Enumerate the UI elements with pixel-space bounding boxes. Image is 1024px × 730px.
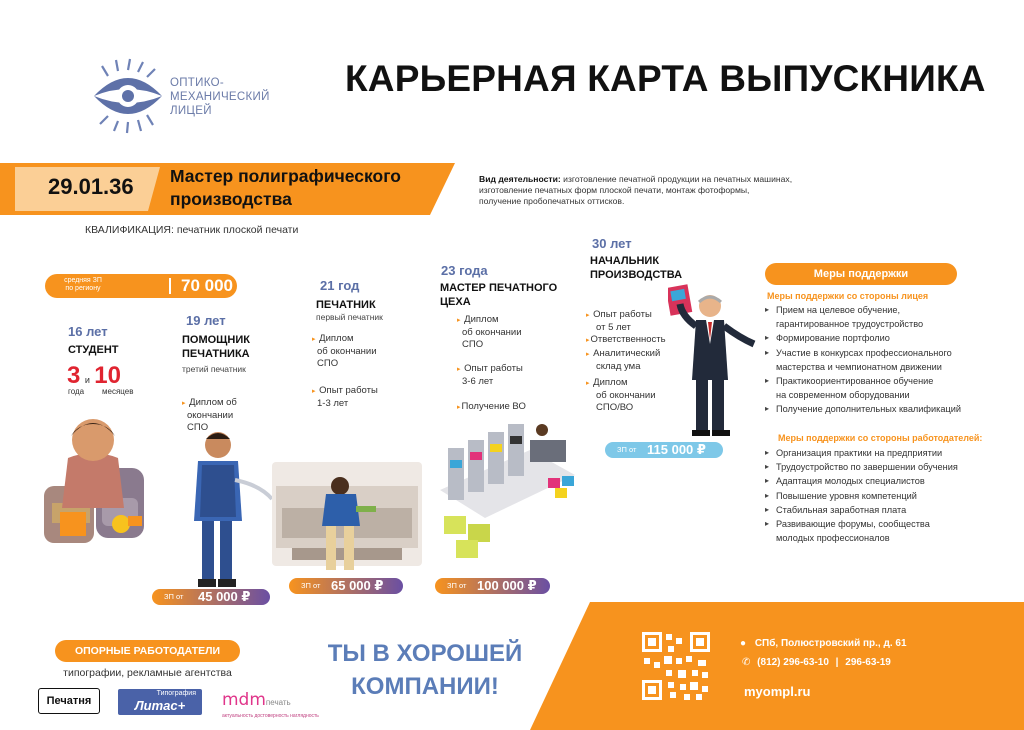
support-title: Меры поддержки: [765, 263, 957, 285]
assistant-salary-value: 45 000 ₽: [198, 589, 251, 604]
assistant-req-1-l1: Диплом об: [189, 397, 237, 408]
qr-code-icon[interactable]: [640, 630, 712, 702]
employer-support-list: [765, 446, 995, 545]
master-salary-label: ЗП от: [447, 581, 467, 590]
activity-description: [479, 174, 829, 207]
mdm-logo-main: mdm: [222, 690, 266, 710]
head-req-4-l2: об окончании: [596, 390, 656, 401]
phone-2[interactable]: 296-63-19: [845, 657, 891, 668]
printer-sub: первый печатник: [316, 312, 383, 322]
lyceum-support-list: [765, 303, 995, 417]
logo-line-2: МЕХАНИЧЕСКИЙ: [170, 91, 270, 103]
student-role: СТУДЕНТ: [68, 344, 119, 356]
pechatnya-logo-text: Печатня: [46, 695, 92, 707]
phone-1[interactable]: (812) 296-63-10: [757, 657, 829, 668]
master-role-line-1: МАСТЕР ПЕЧАТНОГО: [440, 282, 558, 294]
assistant-role-line-2: ПЕЧАТНИКА: [182, 348, 250, 360]
logo-line-1: ОПТИКО-: [170, 77, 224, 89]
mdm-logo: [222, 690, 319, 719]
master-req-1-l1: Диплом: [464, 314, 499, 325]
master-role: [440, 281, 557, 309]
assistant-salary: [152, 589, 270, 605]
printer-req-2-l1: Опыт работы: [319, 385, 378, 396]
list-item: ▸ Прием на целевое обучение, гарантированное трудоустройство: [765, 303, 995, 331]
head-salary-value: 115 000 ₽: [647, 442, 706, 457]
assistant-role: [182, 333, 250, 361]
head-role-line-1: НАЧАЛЬНИК: [590, 255, 660, 267]
website-link[interactable]: myompl.ru: [744, 684, 811, 699]
head-role-line-2: ПРОИЗВОДСТВА: [590, 269, 683, 281]
study-months: 10: [94, 362, 121, 389]
logo-wordmark: [170, 76, 270, 118]
list-item: ▸ Трудоустройство по завершении обучения: [765, 460, 995, 474]
address-row: [740, 638, 907, 649]
list-item: ▸ Организация практики на предприятии: [765, 446, 995, 460]
list-item: ▸ Участие в конкурсах профессионального мастерства и чемпионатном движении: [765, 346, 995, 374]
master-req-3: ▸ Получение ВО: [457, 401, 526, 414]
months-label: месяцев: [102, 387, 134, 396]
employers-title: ОПОРНЫЕ РАБОТОДАТЕЛИ: [55, 640, 240, 662]
litas-logo-main: Литас+: [134, 698, 186, 713]
activity-line-1: изготовление печатной продукции на печатных машинах,: [563, 174, 793, 184]
assistant-role-line-1: ПОМОЩНИК: [182, 334, 250, 346]
years-label: года: [68, 387, 85, 396]
region-salary-label-2: по региону: [65, 285, 101, 292]
employer-support-heading: Меры поддержки со стороны работодателей:: [778, 433, 983, 443]
list-item: ▸ Практикоориентированное обучение на современном оборудовании: [765, 374, 995, 402]
assistant-age: 19 лет: [186, 313, 226, 328]
master-req-1: [457, 314, 522, 351]
phone-icon: ✆: [742, 657, 751, 668]
head-req-3-l1: Аналитический: [593, 348, 661, 359]
printer-salary-label: ЗП от: [301, 581, 321, 590]
specialty-name-line-2: производства: [170, 189, 292, 209]
slogan-line-1: ТЫ В ХОРОШЕЙ: [327, 640, 523, 667]
master-req-2-l2: 3-6 лет: [462, 376, 494, 387]
assistant-req-1-l3: СПО: [187, 422, 209, 433]
study-duration: [67, 362, 121, 390]
region-salary-label-1: средняя ЗП: [64, 277, 102, 284]
master-req-2-l1: Опыт работы: [464, 363, 523, 374]
master-req-1-l2: об окончании: [462, 327, 522, 338]
head-role: [590, 254, 682, 282]
activity-line-3: получение пробопечатных оттисков.: [479, 196, 625, 206]
phone-separator: |: [835, 657, 839, 668]
list-item: ▸ Стабильная заработная плата: [765, 503, 995, 517]
pechatnya-logo: [38, 688, 100, 714]
print-shop-illustration-icon: [430, 420, 580, 570]
manager-illustration-icon: [668, 282, 758, 440]
and-word: и: [84, 375, 90, 385]
assistant-req-1-l2: окончании: [187, 410, 234, 421]
specialty-name-line-1: Мастер полиграфического: [170, 166, 401, 186]
master-age: 23 года: [441, 263, 488, 278]
master-req-2: [457, 363, 523, 388]
litas-logo: [118, 689, 202, 715]
head-req-4-l3: СПО/ВО: [596, 402, 634, 413]
head-salary-label: ЗП от: [617, 445, 637, 454]
head-req-2: ▸ Ответственность: [586, 334, 666, 347]
head-req-4: [586, 377, 656, 414]
list-item: ▸ Адаптация молодых специалистов: [765, 474, 995, 488]
printer-salary-value: 65 000 ₽: [331, 578, 384, 593]
head-req-1-l2: от 5 лет: [596, 322, 631, 333]
litas-logo-top: Типография: [156, 690, 196, 697]
slogan-line-2: КОМПАНИИ!: [351, 673, 499, 700]
head-salary: [605, 442, 723, 458]
assistant-sub: третий печатник: [182, 364, 246, 374]
head-req-3-l2: склад ума: [596, 361, 641, 372]
printer-req-1: [312, 333, 377, 370]
master-salary-value: 100 000 ₽: [477, 578, 537, 593]
student-illustration-icon: [38, 408, 153, 543]
phone-row[interactable]: [742, 657, 891, 668]
list-item: ▸ Формирование портфолио: [765, 331, 995, 345]
page-title: КАРЬЕРНАЯ КАРТА ВЫПУСКНИКА: [345, 58, 986, 99]
printer-req-1-l2: об окончании: [317, 346, 377, 357]
head-req-4-l1: Диплом: [593, 377, 628, 388]
assistant-salary-label: ЗП от: [164, 592, 184, 601]
list-item: ▸ Повышение уровня компетенций: [765, 489, 995, 503]
master-req-1-l3: СПО: [462, 339, 484, 350]
logo-line-3: ЛИЦЕЙ: [170, 105, 212, 117]
region-salary-label: [59, 277, 107, 293]
activity-line-2: изготовление печатных форм плоской печати, монтаж фотоформы,: [479, 185, 750, 195]
specialty-code: 29.01.36: [48, 174, 134, 199]
divider: [169, 278, 171, 294]
head-req-1: [586, 309, 652, 334]
region-salary-value: 70 000 ₽: [181, 276, 250, 295]
lyceum-support-heading: Меры поддержки со стороны лицея: [767, 291, 929, 301]
printer-salary: [289, 578, 403, 594]
mdm-logo-tag: актуальность достоверность наглядность: [222, 713, 319, 719]
head-age: 30 лет: [592, 236, 632, 251]
printer-age: 21 год: [320, 278, 360, 293]
region-salary-pill: [45, 274, 250, 298]
list-item: ▸ Развивающие форумы, сообщества молодых профессионалов: [765, 517, 995, 545]
slogan: [320, 637, 530, 703]
printer-req-2: [312, 385, 378, 410]
mdm-logo-suffix: печать: [265, 698, 291, 707]
master-salary: [435, 578, 550, 594]
printer-role: ПЕЧАТНИК: [316, 299, 376, 311]
list-item: ▸ Получение дополнительных квалификаций: [765, 402, 995, 416]
employers-types: типографии, рекламные агентства: [63, 667, 232, 679]
address-text: СПб, Полюстровский пр., д. 61: [754, 638, 907, 649]
location-pin-icon: ●: [740, 638, 747, 649]
head-req-3: [586, 348, 660, 373]
printer-req-1-l3: СПО: [317, 358, 339, 369]
student-age: 16 лет: [68, 324, 108, 339]
printer-machine-illustration-icon: [272, 456, 422, 576]
printer-req-1-l1: Диплом: [319, 333, 354, 344]
head-req-1-l1: Опыт работы: [593, 309, 652, 320]
master-role-line-2: ЦЕХА: [440, 296, 471, 308]
specialty-name: [170, 165, 401, 211]
assistant-illustration-icon: [180, 425, 275, 595]
study-years: 3: [67, 362, 81, 389]
printer-req-2-l2: 1-3 лет: [317, 398, 349, 409]
activity-label: Вид деятельности:: [479, 174, 561, 184]
qualification: КВАЛИФИКАЦИЯ: печатник плоской печати: [85, 224, 299, 236]
